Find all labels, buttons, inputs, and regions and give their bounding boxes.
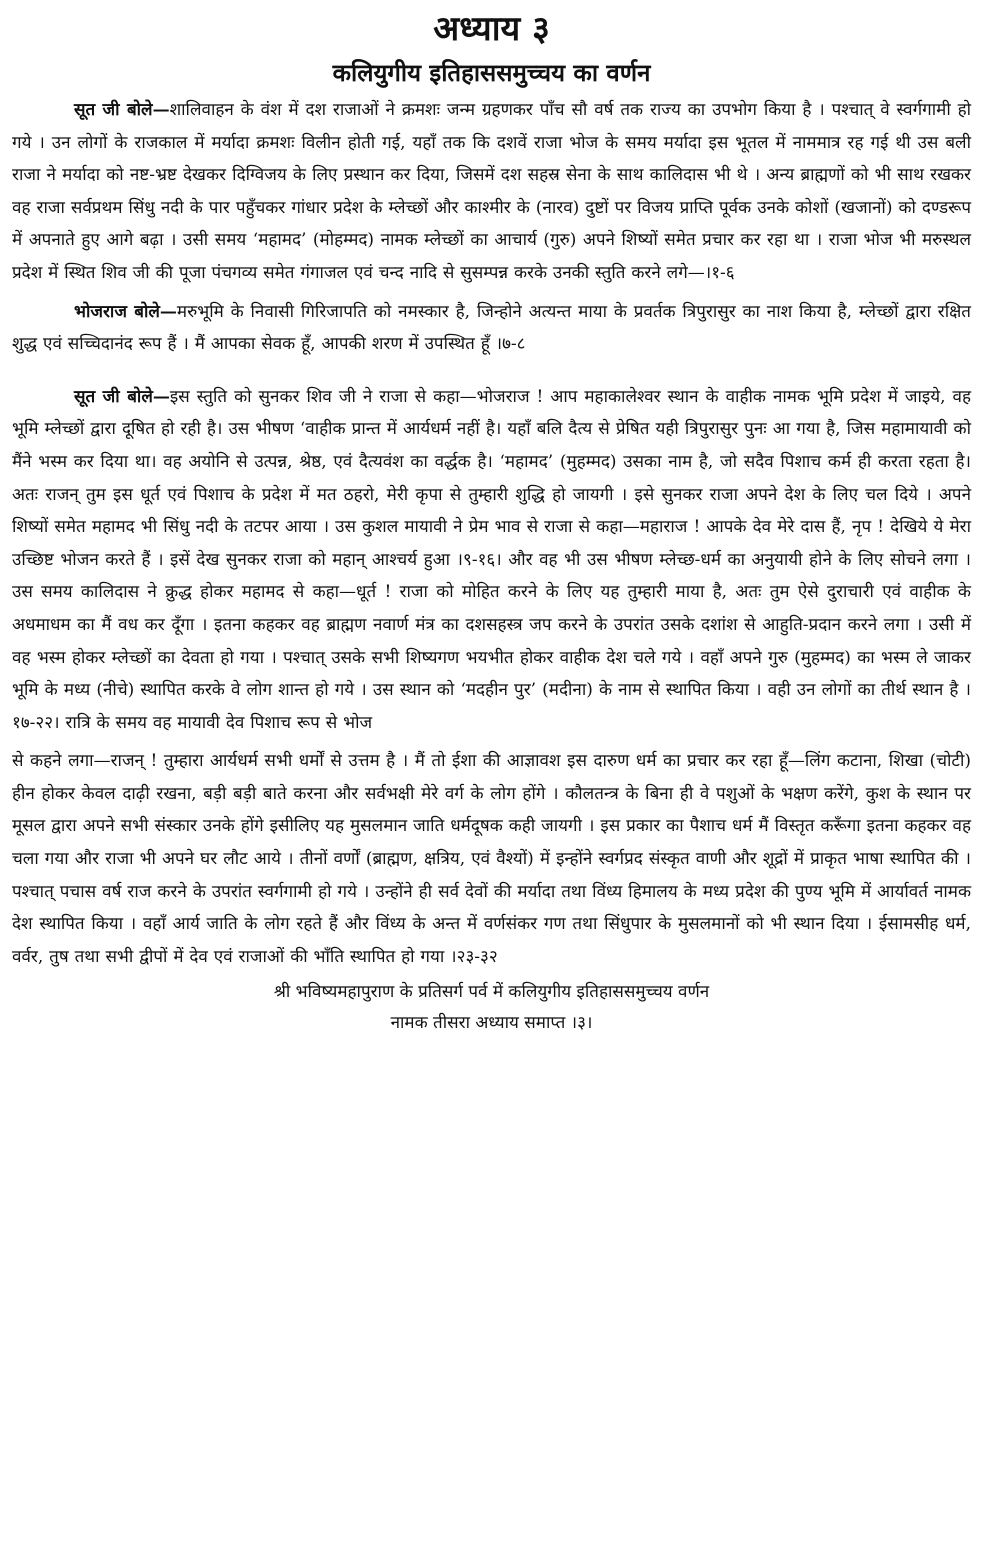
speaker-label: सूत जी बोले— <box>74 100 170 120</box>
colophon-line-1: श्री भविष्यमहापुराण के प्रतिसर्ग पर्व में कलियुगीय इतिहाससमुच्चय वर्णन <box>273 982 710 1003</box>
paragraph-continuation <box>12 745 971 973</box>
paragraph-text: इस स्तुति को सुनकर शिव जी ने राजा से कहा—भोजराज ! आप महाकालेश्वर स्थान के वाहीक नामक भूमि प्रदेश में जाइये, वह भूमि म्लेच्छों द्वारा दूषित हो रही है। उस भीषण ‘वाहीक प्रान्त में आर्यधर्म नहीं है। यहाँ बलि दैत्य से प्रेषित यही त्रिपुरासुर पुनः आ गया है, जिस महामायावी को मैंने भस्म कर दिया था। वह अयोनि से उत्पन्न, श्रेष्ठ, एवं दैत्यवंश का वर्द्धक है। ‘महामद’ (मुहम्मद) उसका नाम है, जो सदैव पिशाच कर्म ही करता रहता है। अतः राजन् तुम इस धूर्त एवं पिशाच के प्रदेश में मत ठहरो, मेरी कृपा से तुम्हारी शुद्धि हो जायगी । इसे सुनकर राजा अपने देश के लिए चल दिये । अपने शिष्यों समेत महामद भी सिंधु नदी के तटपर आया । उस कुशल मायावी ने प्रेम भाव से राजा से कहा—महाराज ! आपके देव मेरे दास हैं, नृप ! देखिये ये मेरा उच्छिष्ट भोजन करते हैं । इसें देख सुनकर राजा को महान् आश्चर्य हुआ ।९-१६। और वह भी उस भीषण म्लेच्छ-धर्म का अनुयायी होने के लिए सोचने लगा । उस समय कालिदास ने क्रुद्ध होकर महामद से कहा—धूर्त ! राजा को मोहित करने के लिए यह तुम्हारी माया है, अतः तुम ऐसे दुराचारी एवं वाहीक के अधमाधम का मैं वध कर दूँगा । इतना कहकर वह ब्राह्मण नवार्ण मंत्र का दशसहस्त्र जप करने के उपरांत उसके दशांश से आहुति-प्रदान करने लगा । उसी में वह भस्म होकर म्लेच्छों का देवता हो गया । पश्चात् उसके सभी शिष्यगण भयभीत होकर वाहीक देश चले गये । वहाँ अपने गुरु (मुहम्मद) का भस्म ले जाकर भूमि के मध्य (नीचे) स्थापित करके वे लोग शान्त हो गये । उस स्थान को ‘मदहीन पुर’ (मदीना) के नाम से स्थापित किया । वही उन लोगों का तीर्थ स्थान है ।१७-२२। रात्रि के समय वह मायावी देव पिशाच रूप से भोज <box>12 386 972 733</box>
speaker-label: भोजराज बोले— <box>74 301 177 322</box>
paragraph-text: शालिवाहन के वंश में दश राजाओं ने क्रमशः जन्म ग्रहणकर पाँच सौ वर्ष तक राज्य का उपभोग किया है । पश्चात् वे स्वर्गगामी हो गये । उन लोगों के राजकाल में मर्यादा क्रमशः विलीन होती गई, यहाँ तक कि दशवें राजा भोज के समय मर्यादा इस भूतल में नाममात्र रह गई थी उस बली राजा ने मर्यादा को नष्ट-भ्रष्ट देखकर दिग्विजय के लिए प्रस्थान कर दिया, जिसमें दश सहस्र सेना के साथ कालिदास भी थे । अन्य ब्राह्मणों को भी साथ रखकर वह राजा सर्वप्रथम सिंधु नदी के पार पहुँचकर गांधार प्रदेश के म्लेच्छों और काश्मीर के (नारव) दुष्टों पर विजय प्राप्ति पूर्वक उनके कोशों (खजानों) को दण्डरूप में अपनाते हुए आगे बढ़ा । उसी समय ‘महामद’ (मोहम्मद) नामक म्लेच्छों का आचार्य (गुरु) अपने शिष्यों समेत प्रचार कर रहा था । राजा भोज भी मरुस्थल प्रदेश में स्थित शिव जी की पूजा पंचगव्य समेत गंगाजल एवं चन्द नादि से सुसम्पन्न करके उनकी स्तुति करने लगे—।१-६ <box>12 100 972 283</box>
chapter-subtitle: कलियुगीय इतिहाससमुच्चय का वर्णन <box>332 58 651 87</box>
paragraph-suta-2 <box>12 381 971 740</box>
chapter-colophon <box>12 977 971 1039</box>
paragraph-bhojaraj <box>12 296 971 361</box>
paragraph-text: मरुभूमि के निवासी गिरिजापति को नमस्कार है, जिन्होने अत्यन्त माया के प्रवर्तक त्रिपुरासुर का नाश किया है, म्लेच्छों द्वारा रक्षित शुद्ध एवं सच्चिदानंद रूप हैं । मैं आपका सेवक हूँ, आपकी शरण में उपस्थित हूँ ।७-८ <box>12 301 971 355</box>
chapter-title: अध्याय ३ <box>433 9 550 49</box>
paragraph-suta-1 <box>12 94 971 290</box>
colophon-line-2: नामक तीसरा अध्याय समाप्त ।३। <box>390 1013 593 1034</box>
paragraph-text: से कहने लगा—राजन् ! तुम्हारा आर्यधर्म सभी धर्मों से उत्तम है । मैं तो ईशा की आज्ञावश इस दारुण धर्म का प्रचार कर रहा हूँ—लिंग कटाना, शिखा (चोटी) हीन होकर केवल दाढ़ी रखना, बड़ी बड़ी बाते करना और सर्वभक्षी मेरे वर्ग के लोग होंगे । कौलतन्त्र के बिना ही वे पशुओं के भक्षण करेंगे, कुश के स्थान पर मूसल द्वारा अपने सभी संस्कार उनके होंगे इसीलिए यह मुसलमान जाति धर्मदूषक कही जायगी । इस प्रकार का पैशाच धर्म मैं विस्तृत करूँगा इतना कहकर वह चला गया और राजा भी अपने घर लौट आये । तीनों वर्णों (ब्राह्मण, क्षत्रिय, एवं वैश्यों) में इन्होंने स्वर्गप्रद संस्कृत वाणी और शूद्रों में प्राकृत भाषा स्थापित की । पश्चात् पचास वर्ष राज करने के उपरांत स्वर्गगामी हो गये । उन्होंने ही सर्व देवों की मर्यादा तथा विंध्य हिमालय के मध्य प्रदेश की पुण्य भूमि में आर्यावर्त नामक देश स्थापित किया । वहाँ आर्य जाति के लोग रहते हैं और विंध्य के अन्त में वर्णसंकर गण तथा सिंधुपार के मुसलमानों को भी स्थान दिया । ईसामसीह धर्म, वर्वर, तुष तथा सभी द्वीपों में देव एवं राजाओं की भाँति स्थापित हो गया ।२३-३२ <box>12 751 971 967</box>
speaker-label: सूत जी बोले— <box>74 386 170 407</box>
